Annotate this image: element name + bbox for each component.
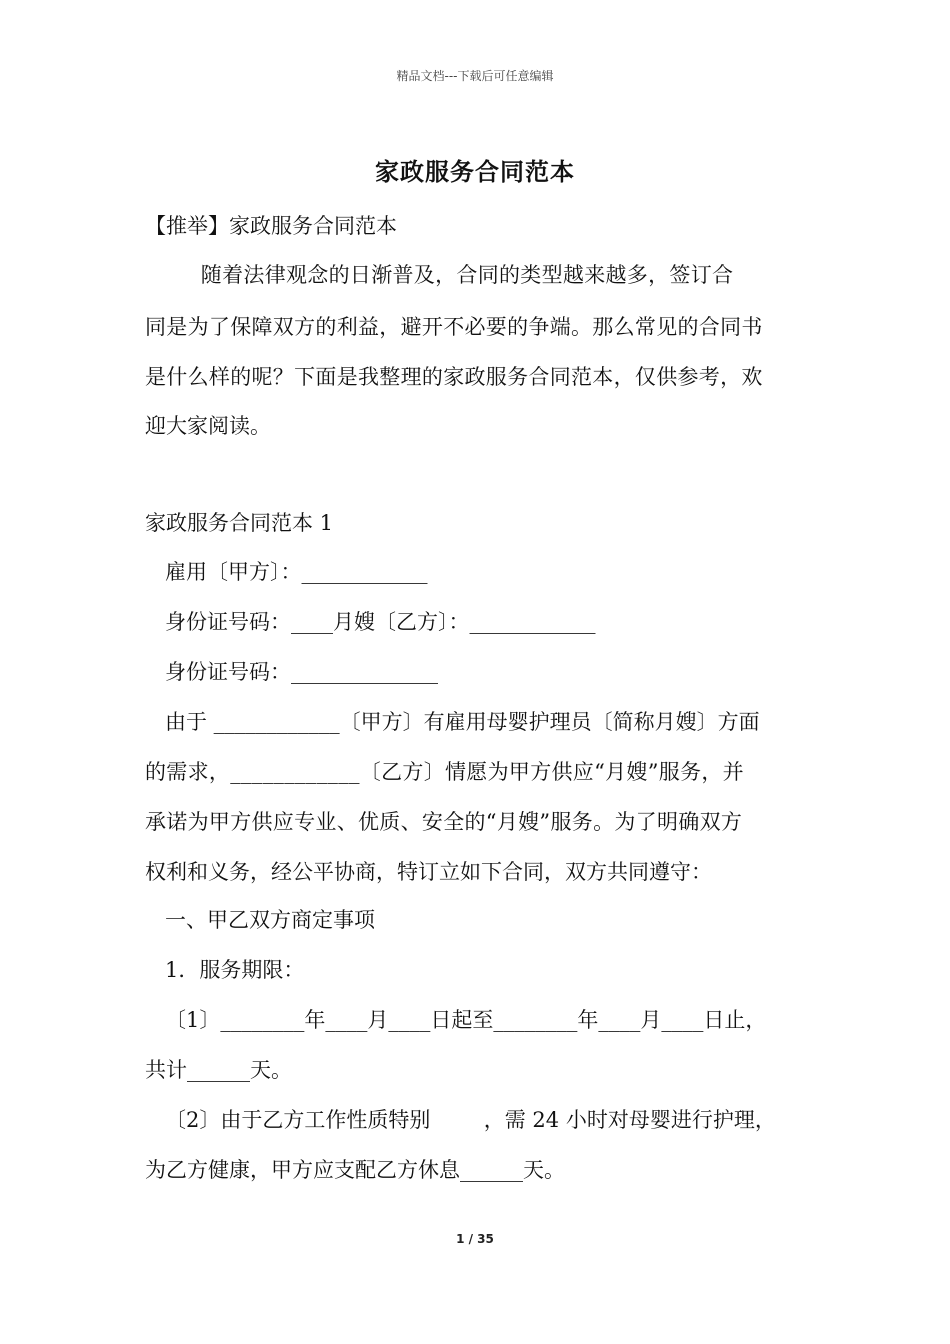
preamble-line-4: 权利和义务，经公平协商，特订立如下合同，双方共同遵守：	[145, 860, 712, 884]
party-a-field: 雇用〔甲方〕：____________	[165, 560, 428, 584]
document-title: 家政服务合同范本	[375, 158, 575, 186]
intro-line-3: 是什么样的呢？下面是我整理的家政服务合同范本，仅供参考，欢	[145, 365, 763, 389]
page-number: 1 / 35	[456, 1232, 494, 1246]
rest-clause-line-1: 〔2〕由于乙方工作性质特别 ，需 24 小时对母婴进行护理，	[165, 1108, 776, 1132]
intro-line-2: 同是为了保障双方的利益，避开不必要的争端。那么常见的合同书	[145, 315, 763, 339]
clause-heading: 一、甲乙双方商定事项	[165, 908, 375, 932]
period-dates-line: 〔1〕________年____月____日起至________年____月____日止，	[165, 1008, 767, 1032]
section-heading: 家政服务合同范本 1	[145, 511, 334, 535]
id-number-field: 身份证号码：______________	[165, 660, 438, 684]
rest-clause-line-2: 为乙方健康，甲方应支配乙方休息______天。	[145, 1158, 565, 1182]
intro-line-1: 随着法律观念的日渐普及，合同的类型越来越多，签订合	[145, 263, 734, 287]
recommend-heading: 【推举】家政服务合同范本	[145, 214, 397, 238]
intro-line-4: 迎大家阅读。	[145, 414, 271, 438]
preamble-line-1: 由于 ____________〔甲方〕有雇用母婴护理员〔简称月嫂〕方面	[165, 710, 760, 734]
service-period-heading: 1．服务期限：	[165, 958, 305, 982]
page-header: 精品文档---下载后可任意编辑	[396, 69, 554, 83]
preamble-line-3: 承诺为甲方供应专业、优质、安全的“月嫂”服务。为了明确双方	[145, 810, 743, 834]
period-total-line: 共计______天。	[145, 1058, 292, 1082]
preamble-line-2: 的需求，____________〔乙方〕情愿为甲方供应“月嫂”服务，并	[145, 760, 744, 784]
party-b-field: 身份证号码：____月嫂〔乙方〕：____________	[165, 610, 596, 634]
